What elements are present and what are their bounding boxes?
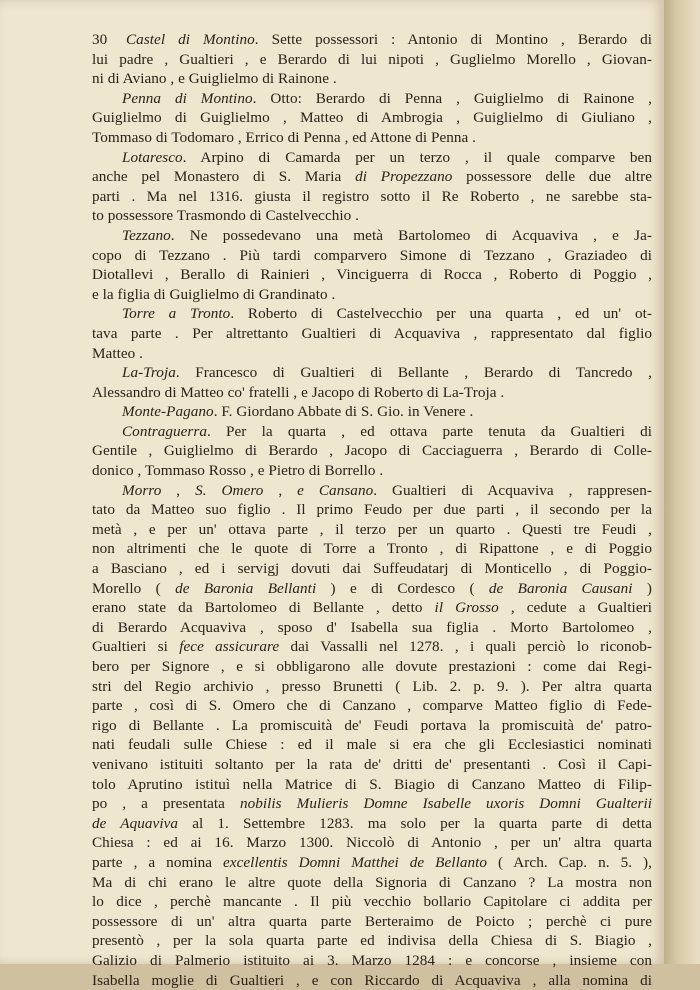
text-line: lo dice , perchè mancante . Il più vecchio bollario Capitolare ci addita per [92,892,652,912]
text-line: Castel di Montino. Sette possessori : Antonio di Montino , Berardo di [92,30,652,50]
text-line: Chiesa : ed ai 16. Marzo 1300. Niccolò di Antonio , per un' altra quarta [92,833,652,853]
text-line: di Berardo Acquaviva , sposo d' Isabella sua figlia . Morto Bartolomeo , [92,618,652,638]
text-line: Gentile , Guiglielmo di Berardo , Jacopo di Cacciaguerra , Berardo di Colle- [92,441,652,461]
page-text-block [92,30,652,990]
text-line: Ma di chi erano le altre quote della Signoria di Canzano ? La mostra non [92,873,652,893]
text-line: parte , così di S. Omero che di Canzano , comparve Matteo figlio di Fede- [92,696,652,716]
text-line: Monte-Pagano. F. Giordano Abbate di S. Gio. in Venere . [92,402,652,422]
text-line: non altrimenti che le quote di Torre a Tronto , di Ripattone , e di Poggio [92,539,652,559]
text-line: lui padre , Gualtieri , e Berardo di lui nipoti , Guglielmo Morello , Giovan- [92,50,652,70]
text-line: anche pel Monastero di S. Maria di Propezzano possessore delle due altre [92,167,652,187]
text-line: tolo Aprutino istituì nella Matrice di S. Biagio di Canzano Matteo di Filip- [92,775,652,795]
text-line: tato da Matteo suo figlio . Il primo Feudo per due parti , il secondo per la [92,500,652,520]
text-line: Diotallevi , Berallo di Rainieri , Vinciguerra di Rocca , Roberto di Poggio , [92,265,652,285]
text-line: rigo di Bellante . La promiscuità de' Feudi portava la promiscuità de' patro- [92,716,652,736]
text-line: venivano istituiti soltanto per la rata de' dritti de' presentanti . Così il Capi- [92,755,652,775]
text-line: copo di Tezzano . Più tardi comparvero Simone di Tezzano , Graziadeo di [92,246,652,266]
text-line: Torre a Tronto. Roberto di Castelvecchio per una quarta , ed un' ot- [92,304,652,324]
text-line: Isabella moglie di Gualtieri , e con Riccardo di Acquaviva , alla nomina di [92,971,652,990]
text-line: nati feudali sulle Chiese : ed il male si era che gli Ecclesiastici nominati [92,735,652,755]
text-line: donico , Tommaso Rosso , e Pietro di Borrello . [92,461,652,481]
text-line: Guiglielmo di Guiglielmo , Matteo di Ambrogia , Guiglielmo di Giuliano , [92,108,652,128]
text-line: Alessandro di Matteo co' fratelli , e Jacopo di Roberto di La-Troja . [92,383,652,403]
text-line: ni di Aviano , e Guiglielmo di Rainone . [92,69,652,89]
page-number: 30 [92,30,107,50]
text-line: Lotaresco. Arpino di Camarda per un terzo , il quale comparve ben [92,148,652,168]
text-line: metà , e per un' ottava parte , il terzo per un quarto . Questi tre Feudi , [92,520,652,540]
text-line: a Basciano , ed i servigj dovuti dai Suffeudatarj di Monticello , di Poggio- [92,559,652,579]
book-spine-edge [664,0,700,964]
text-line: parte , a nomina excellentis Domni Matthei de Bellanto ( Arch. Cap. n. 5. ), [92,853,652,873]
text-lines [92,30,652,990]
text-line: e la figlia di Guiglielmo di Grandinato . [92,285,652,305]
text-line: Morello ( de Baronia Bellanti ) e di Cordesco ( de Baronia Causani ) [92,579,652,599]
text-line: Matteo . [92,344,652,364]
text-line: stri del Regio archivio , presso Brunetti ( Lib. 2. p. 9. ). Per altra quarta [92,677,652,697]
text-line: Tezzano. Ne possedevano una metà Bartolomeo di Acquaviva , e Ja- [92,226,652,246]
text-line: Penna di Montino. Otto: Berardo di Penna , Guiglielmo di Rainone , [92,89,652,109]
text-line: erano state da Bartolomeo di Bellante , detto il Grosso , cedute a Gualtieri [92,598,652,618]
text-line: bero per Signore , e si obbligarono alle dovute prestazioni : come dai Regi- [92,657,652,677]
text-line: Gualtieri si fece assicurare dai Vassalli nel 1278. , i quali perciò lo riconob- [92,637,652,657]
text-line: possessore di un' altra quarta parte Berteraimo de Poicto ; perchè ci pure [92,912,652,932]
text-line: to possessore Trasmondo di Castelvecchio . [92,206,652,226]
text-line: tava parte . Per altrettanto Gualtieri di Acquaviva , rappresentato dal figlio [92,324,652,344]
text-line: La-Troja. Francesco di Gualtieri di Bellante , Berardo di Tancredo , [92,363,652,383]
text-line: parti . Ma nel 1316. giusta il registro sotto il Re Roberto , ne sarebbe sta- [92,187,652,207]
text-line: Morro , S. Omero , e Cansano. Gualtieri di Acquaviva , rappresen- [92,481,652,501]
text-line: Galizio di Palmerio istituito ai 3. Marzo 1284 : e concorse , insieme con [92,951,652,971]
text-line: Tommaso di Todomaro , Errico di Penna , ed Attone di Penna . [92,128,652,148]
text-line: po , a presentata nobilis Mulieris Domne Isabelle uxoris Domni Gualterii [92,794,652,814]
text-line: de Aquaviva al 1. Settembre 1283. ma solo per la quarta parte di detta [92,814,652,834]
text-line: Contraguerra. Per la quarta , ed ottava parte tenuta da Gualtieri di [92,422,652,442]
text-line: presentò , per la sola quarta parte ed indivisa della Chiesa di S. Biagio , [92,931,652,951]
